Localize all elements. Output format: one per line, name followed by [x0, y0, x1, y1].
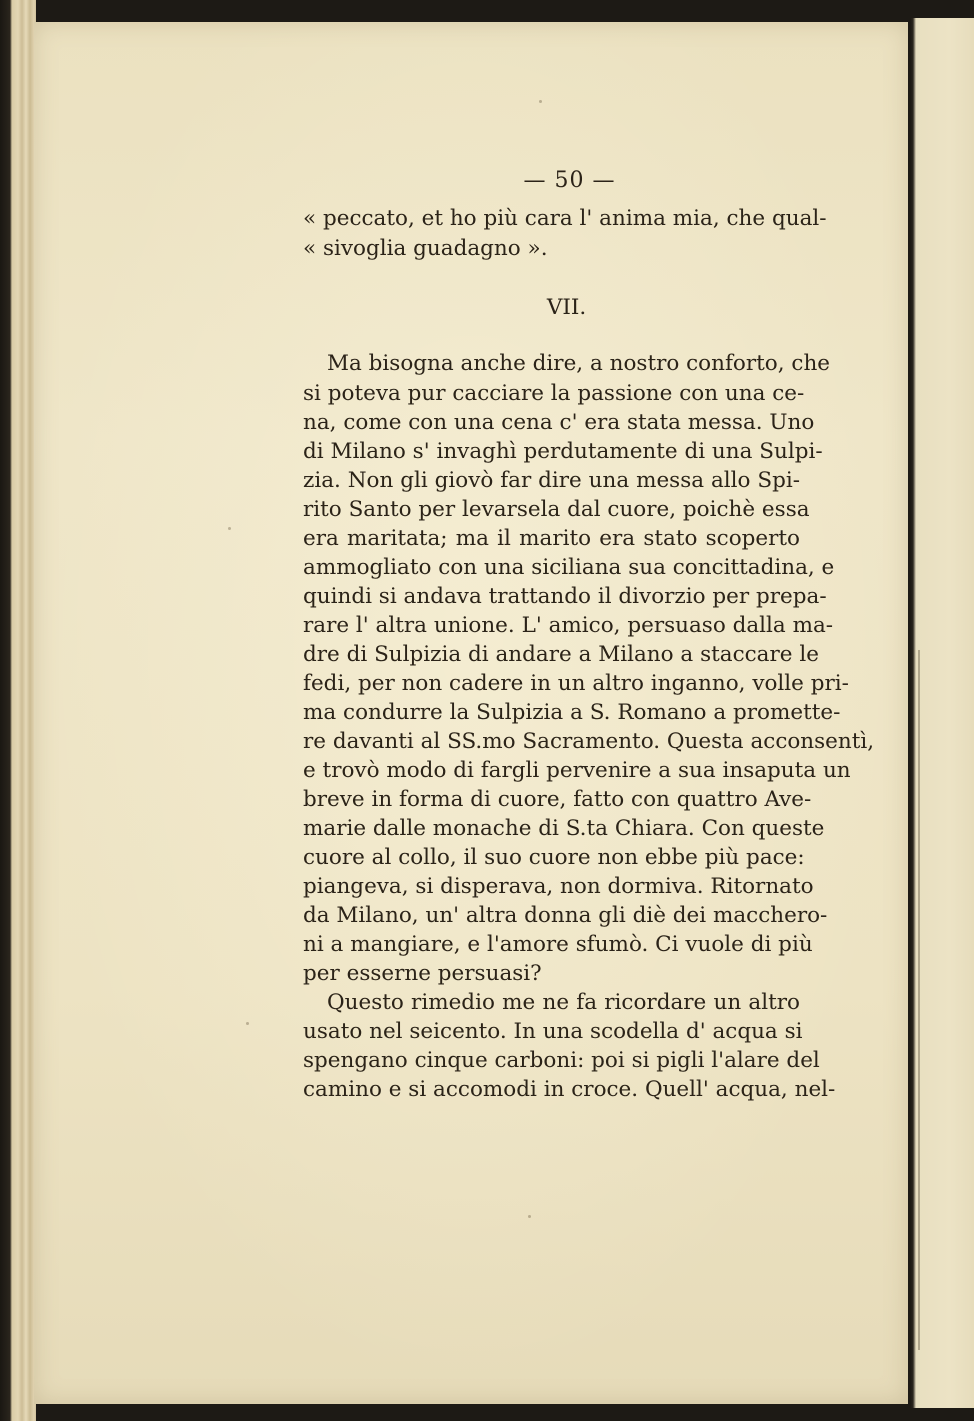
text-line: breve in forma di cuore, fatto con quattro Ave-: [303, 787, 812, 812]
text-line: ni a mangiare, e l'amore sfumò. Ci vuole di più: [303, 932, 813, 957]
text-line: usato nel seicento. In una scodella d' acqua si: [303, 1019, 803, 1044]
text-line: re davanti al SS.mo Sacramento. Questa acconsentì,: [303, 729, 875, 754]
page-number: — 50 —: [523, 168, 616, 193]
text-line: fedi, per non cadere in un altro inganno, volle pri-: [303, 671, 849, 696]
text-line: rare l' altra unione. L' amico, persuaso dalla ma-: [303, 613, 834, 638]
text-line: marie dalle monache di S.ta Chiara. Con queste: [303, 816, 825, 841]
paper-speck: [528, 1215, 531, 1218]
text-line: per esserne persuasi?: [303, 961, 542, 986]
text-line: di Milano s' invaghì perdutamente di una Sulpi-: [303, 439, 823, 464]
text-line: e trovò modo di fargli pervenire a sua insaputa un: [303, 758, 851, 783]
text-line: « peccato, et ho più cara l' anima mia, che qual-: [303, 206, 827, 231]
text-line: cuore al collo, il suo cuore non ebbe più pace:: [303, 845, 805, 870]
text-line: ma condurre la Sulpizia a S. Romano a promette-: [303, 700, 841, 725]
section-heading: VII.: [546, 295, 587, 320]
text-line: da Milano, un' altra donna gli diè dei macchero-: [303, 903, 828, 928]
book-left-edge: [0, 0, 36, 1421]
text-line: ammogliato con una siciliana sua concittadina, e: [303, 555, 835, 580]
text-line: rito Santo per levarsela dal cuore, poichè essa: [303, 497, 810, 522]
text-line: dre di Sulpizia di andare a Milano a staccare le: [303, 642, 819, 667]
paper-speck: [539, 100, 542, 103]
text-line: Questo rimedio me ne fa ricordare un altro: [327, 990, 800, 1015]
text-line: era maritata; ma il marito era stato scoperto: [303, 526, 800, 551]
text-line: camino e si accomodi in croce. Quell' acqua, nel-: [303, 1077, 836, 1102]
text-line: spengano cinque carboni: poi si pigli l'alare del: [303, 1048, 820, 1073]
text-line: piangeva, si disperava, non dormiva. Ritornato: [303, 874, 814, 899]
text-line: na, come con una cena c' era stata messa. Uno: [303, 410, 815, 435]
text-line: quindi si andava trattando il divorzio per prepa-: [303, 584, 827, 609]
text-line: Ma bisogna anche dire, a nostro conforto, che: [327, 351, 831, 376]
text-line: « sivoglia guadagno ».: [303, 236, 548, 261]
paper-speck: [246, 1022, 249, 1025]
page-fold-shadow: [918, 650, 920, 1350]
text-line: zia. Non gli giovò far dire una messa allo Spi-: [303, 468, 800, 493]
text-line: si poteva pur cacciare la passione con una ce-: [303, 381, 805, 406]
paper-speck: [228, 527, 231, 530]
